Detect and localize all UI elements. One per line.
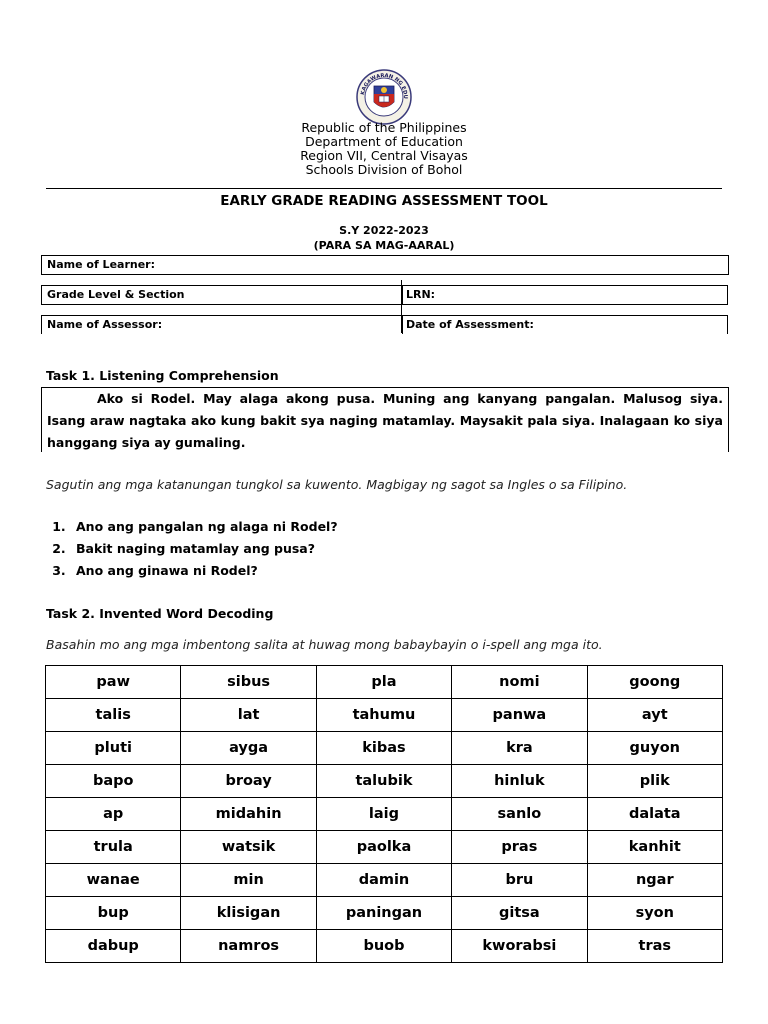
word-cell: talis — [46, 699, 181, 732]
assessor-field — [41, 315, 403, 334]
word-cell: trula — [46, 831, 181, 864]
word-cell: goong — [587, 666, 722, 699]
word-cell: min — [181, 864, 316, 897]
word-cell: tahumu — [316, 699, 451, 732]
task2-instruction: Basahin mo ang mga imbentong salita at huwag mong babaybayin o i-spell ang mga ito. — [46, 637, 603, 652]
date-label: Date of Assessment: — [406, 318, 534, 331]
table-row — [46, 732, 723, 765]
header-line-1: Republic of the Philippines — [301, 120, 467, 135]
school-year: S.Y 2022-2023 — [339, 224, 429, 237]
question-3: 3. Ano ang ginawa ni Rodel? — [70, 560, 706, 582]
word-cell: kibas — [316, 732, 451, 765]
grade-section-label: Grade Level & Section — [47, 288, 185, 301]
table-row — [46, 864, 723, 897]
word-cell: damin — [316, 864, 451, 897]
table-row — [46, 798, 723, 831]
document-title: EARLY GRADE READING ASSESSMENT TOOL — [220, 193, 548, 209]
task1-story-box — [41, 387, 729, 452]
lrn-field — [401, 285, 728, 305]
learner-name-field — [41, 255, 729, 275]
table-row — [46, 765, 723, 798]
task2-title: Task 2. Invented Word Decoding — [46, 606, 274, 621]
table-row — [46, 666, 723, 699]
word-cell: syon — [587, 897, 722, 930]
word-cell: bapo — [46, 765, 181, 798]
word-cell: kra — [452, 732, 587, 765]
invented-words-table — [45, 665, 723, 963]
word-cell: midahin — [181, 798, 316, 831]
word-cell: sanlo — [452, 798, 587, 831]
learner-name-label: Name of Learner: — [47, 258, 155, 271]
word-cell: ngar — [587, 864, 722, 897]
word-cell: watsik — [181, 831, 316, 864]
header-divider — [46, 188, 722, 189]
word-cell: laig — [316, 798, 451, 831]
table-row — [46, 897, 723, 930]
word-cell: paw — [46, 666, 181, 699]
word-cell: kanhit — [587, 831, 722, 864]
header-line-4: Schools Division of Bohol — [305, 162, 463, 177]
word-cell: pla — [316, 666, 451, 699]
svg-text:KAGAWARAN NG EDUKASYON: KAGAWARAN NG EDU — [360, 72, 409, 99]
word-cell: ayt — [587, 699, 722, 732]
header-line-2: Department of Education — [305, 134, 463, 149]
audience-label: (PARA SA MAG-AARAL) — [313, 239, 455, 252]
task1-questions — [46, 516, 706, 582]
lrn-label: LRN: — [406, 288, 436, 301]
task1-story: Ako si Rodel. May alaga akong pusa. Muning ang kanyang pangalan. Malusog siya. Isang araw nagtaka ako kung bakit sya naging matamlay. Maysakit pala siya. Inalagaan ko siya hanggang siya ay gumaling. — [47, 391, 723, 450]
word-cell: hinluk — [452, 765, 587, 798]
table-row — [46, 930, 723, 963]
question-2: 2. Bakit naging matamlay ang pusa? — [70, 538, 706, 560]
assessor-label: Name of Assessor: — [47, 318, 163, 331]
word-cell: ayga — [181, 732, 316, 765]
word-cell: paningan — [316, 897, 451, 930]
word-cell: dalata — [587, 798, 722, 831]
word-cell: paolka — [316, 831, 451, 864]
word-cell: klisigan — [181, 897, 316, 930]
word-cell: sibus — [181, 666, 316, 699]
word-cell: panwa — [452, 699, 587, 732]
word-cell: pras — [452, 831, 587, 864]
word-cell: wanae — [46, 864, 181, 897]
word-cell: pluti — [46, 732, 181, 765]
word-cell: lat — [181, 699, 316, 732]
word-cell: nomi — [452, 666, 587, 699]
deped-seal-icon — [350, 68, 418, 126]
word-cell: ap — [46, 798, 181, 831]
word-cell: kworabsi — [452, 930, 587, 963]
word-cell: plik — [587, 765, 722, 798]
question-1: 1. Ano ang pangalan ng alaga ni Rodel? — [70, 516, 706, 538]
word-cell: dabup — [46, 930, 181, 963]
field-column-divider — [401, 280, 402, 333]
word-cell: tras — [587, 930, 722, 963]
task1-instruction: Sagutin ang mga katanungan tungkol sa kuwento. Magbigay ng sagot sa Ingles o sa Filipino. — [46, 477, 628, 492]
word-cell: namros — [181, 930, 316, 963]
word-cell: bru — [452, 864, 587, 897]
word-cell: gitsa — [452, 897, 587, 930]
table-row — [46, 831, 723, 864]
table-row — [46, 699, 723, 732]
word-cell: broay — [181, 765, 316, 798]
date-field — [401, 315, 728, 334]
word-cell: talubik — [316, 765, 451, 798]
grade-section-field — [41, 285, 403, 305]
word-cell: bup — [46, 897, 181, 930]
task1-title: Task 1. Listening Comprehension — [46, 368, 279, 383]
word-cell: guyon — [587, 732, 722, 765]
word-cell: buob — [316, 930, 451, 963]
header-line-3: Region VII, Central Visayas — [300, 148, 468, 163]
